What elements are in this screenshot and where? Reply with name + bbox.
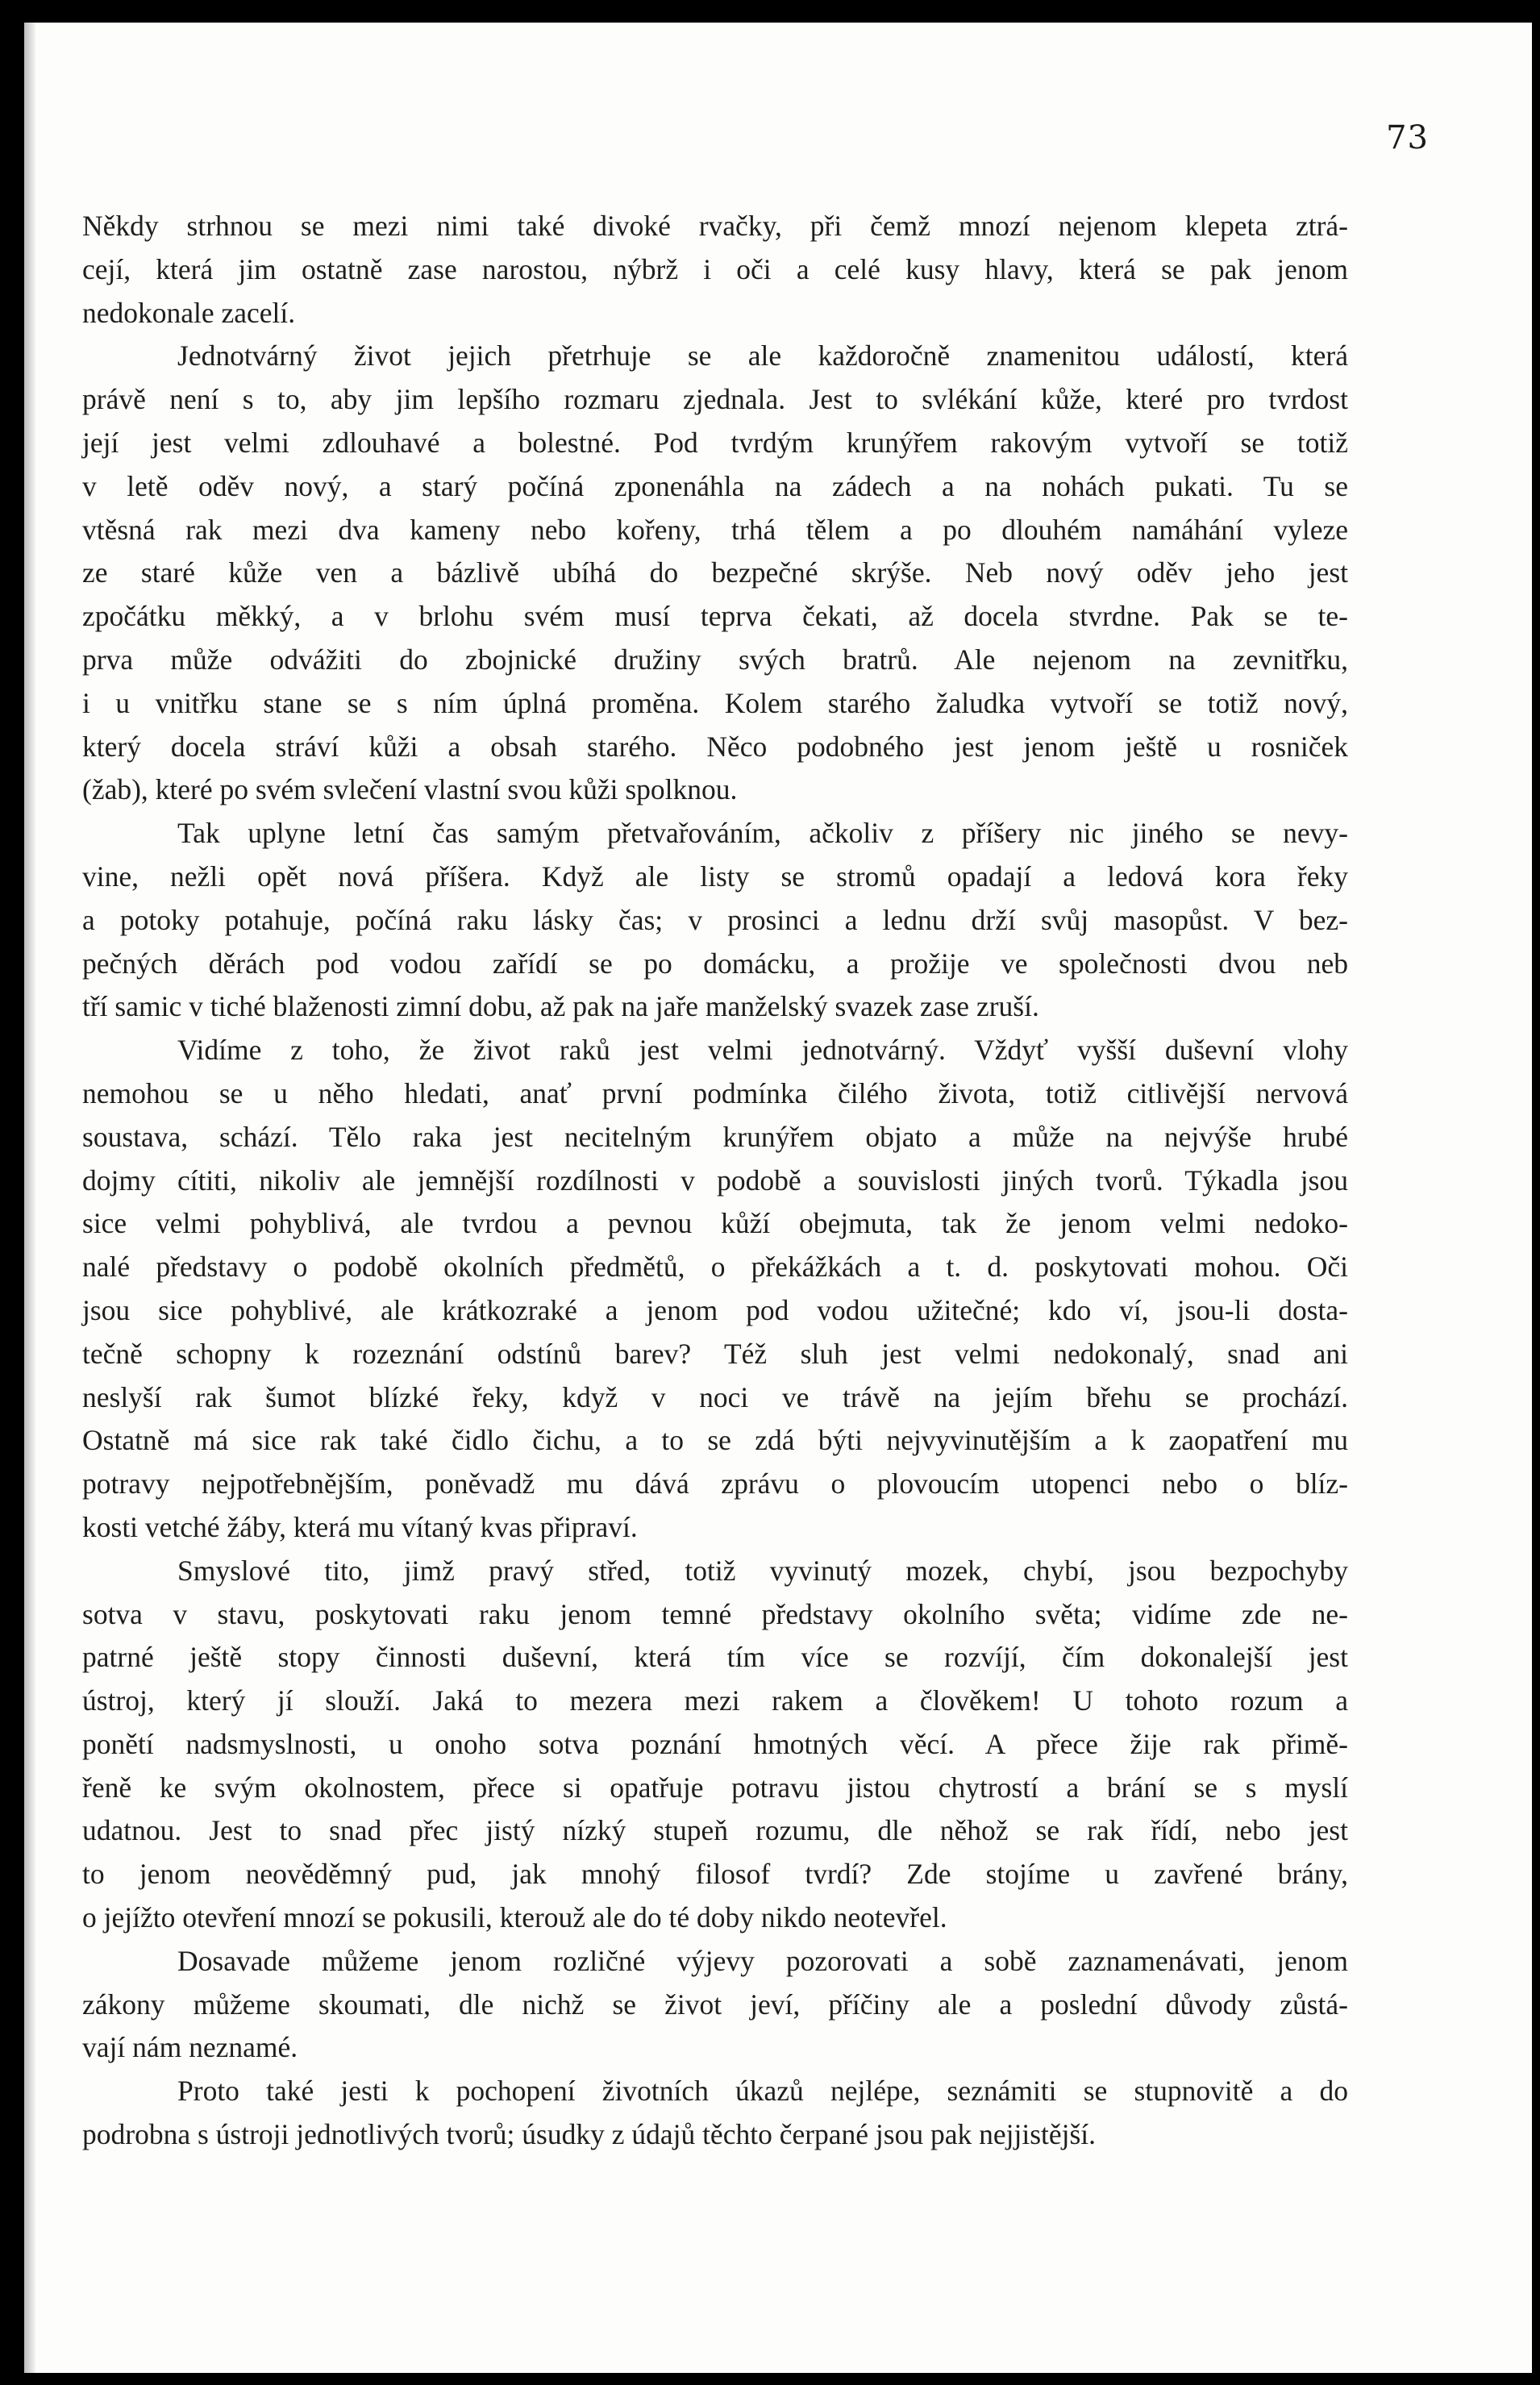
text-line: a potoky potahuje, počíná raku lásky čas; v prosinci a lednu drží svůj masopůst. V bez- bbox=[82, 903, 1348, 936]
text-line: dojmy cítiti, nikoliv ale jemnější rozdílnosti v podobě a souvislosti jiných tvorů. Týkadla jsou bbox=[82, 1163, 1348, 1197]
text-line: vají nám neznamé. bbox=[82, 2031, 298, 2064]
text-line: řeně ke svým okolnostem, přece si opatřuje potravu jistou chytrostí a brání se s myslí bbox=[82, 1771, 1348, 1804]
text-line: sotva v stavu, poskytovati raku jenom temné představy okolního světa; vidíme zde ne- bbox=[82, 1597, 1348, 1630]
text-line: její jest velmi zdlouhavé a bolestné. Pod tvrdým krunýřem rakovým vytvoří se totiž bbox=[82, 426, 1348, 459]
text-line: Vidíme z toho, že život raků jest velmi jednotvárný. Vždyť vyšší duševní vlohy bbox=[177, 1034, 1348, 1067]
text-line: udatnou. Jest to snad přec jistý nízký stupeň rozumu, dle něhož se rak řídí, nebo jest bbox=[82, 1814, 1348, 1847]
text-line: potravy nejpotřebnějším, poněvadž mu dává zprávu o plovoucím utopenci nebo o blíz- bbox=[82, 1467, 1348, 1501]
text-line: Smyslové tito, jimž pravý střed, totiž vyvinutý mozek, chybí, jsou bezpochyby bbox=[177, 1554, 1348, 1587]
text-line: vine, nežli opět nová příšera. Když ale listy se stromů opadají a ledová kora řeky bbox=[82, 860, 1348, 893]
text-line: ústroj, který jí slouží. Jaká to mezera mezi rakem a člověkem! U tohoto rozum a bbox=[82, 1684, 1348, 1717]
text-line: neslyší rak šumot blízké řeky, když v noci ve trávě na jejím břehu se prochází. bbox=[82, 1380, 1348, 1413]
text-line: Proto také jesti k pochopení životních úkazů nejlépe, seznámiti se stupnovitě a do bbox=[177, 2075, 1348, 2108]
text-line: nemohou se u něho hledati, anať první podmínka čilého života, totiž citlivější nervová bbox=[82, 1076, 1348, 1109]
text-line: Ostatně má sice rak také čidlo čichu, a to se zdá býti nejvyvinutějším a k zaopatření mu bbox=[82, 1424, 1348, 1457]
text-line: patrné ještě stopy činnosti duševní, která tím více se rozvíjí, čím dokonalejší jest bbox=[82, 1641, 1348, 1674]
text-line: o jejížto otevření mnozí se pokusili, kterouž ale do té doby nikdo neotevřel. bbox=[82, 1901, 947, 1934]
book-page bbox=[24, 23, 1532, 2373]
binding-edge bbox=[24, 23, 35, 2373]
body-text bbox=[82, 205, 1348, 2157]
text-line: kosti vetché žáby, která mu vítaný kvas připraví. bbox=[82, 1510, 638, 1543]
text-line: ze staré kůže ven a bázlivě ubíhá do bezpečné skrýše. Neb nový oděv jeho jest bbox=[82, 556, 1348, 589]
text-line: cejí, která jim ostatně zase narostou, nýbrž i oči a celé kusy hlavy, která se pak jenom bbox=[82, 252, 1348, 285]
text-line: zákony můžeme skoumati, dle nichž se život jeví, příčiny ale a poslední důvody zůstá- bbox=[82, 1988, 1348, 2021]
text-line: nalé představy o podobě okolních předmětů, o překážkách a t. d. poskytovati mohou. Oči bbox=[82, 1251, 1348, 1284]
text-line: jsou sice pohyblivé, ale krátkozraké a jenom pod vodou užitečné; kdo ví, jsou-li dosta- bbox=[82, 1293, 1348, 1326]
text-line: tří samic v tiché blaženosti zimní dobu, až pak na jaře manželský svazek zase zruší. bbox=[82, 990, 1039, 1023]
text-line: soustava, schází. Tělo raka jest necitelným krunýřem objato a může na nejvýše hrubé bbox=[82, 1120, 1348, 1153]
text-line: tečně schopny k rozeznání odstínů barev? Též sluh jest velmi nedokonalý, snad ani bbox=[82, 1337, 1348, 1370]
text-line: sice velmi pohyblivá, ale tvrdou a pevnou kůží obejmuta, tak že jenom velmi nedoko- bbox=[82, 1207, 1348, 1240]
text-line: to jenom neověděmný pud, jak mnohý filosof tvrdí? Zde stojíme u zavřené brány, bbox=[82, 1858, 1348, 1891]
text-line: zpočátku měkký, a v brlohu svém musí teprva čekati, až docela stvrdne. Pak se te- bbox=[82, 600, 1348, 633]
page-number: 73 bbox=[1386, 119, 1429, 156]
text-line: nedokonale zacelí. bbox=[82, 296, 296, 329]
text-line: ponětí nadsmyslnosti, u onoho sotva poznání hmotných věcí. A přece žije rak přimě- bbox=[82, 1727, 1348, 1760]
text-line: který docela stráví kůži a obsah starého. Něco podobného jest jenom ještě u rosniček bbox=[82, 730, 1348, 763]
text-line: (žab), které po svém svlečení vlastní svou kůži spolknou. bbox=[82, 773, 738, 806]
text-line: podrobna s ústroji jednotlivých tvorů; úsudky z údajů těchto čerpané jsou pak nejjistější. bbox=[82, 2118, 1097, 2151]
text-line: i u vnitřku stane se s ním úplná proměna. Kolem starého žaludka vytvoří se totiž nový, bbox=[82, 686, 1348, 719]
text-line: Někdy strhnou se mezi nimi také divoké rvačky, při čemž mnozí nejenom klepeta ztrá- bbox=[82, 210, 1348, 242]
text-line: Dosavade můžeme jenom rozličné výjevy pozorovati a sobě zaznamenávati, jenom bbox=[177, 1944, 1348, 1977]
text-line: prva může odvážiti do zbojnické družiny svých bratrů. Ale nejenom na zevnitřku, bbox=[82, 643, 1348, 676]
text-line: vtěsná rak mezi dva kameny nebo kořeny, trhá tělem a po dlouhém namáhání vyleze bbox=[82, 513, 1348, 546]
text-line: Jednotvárný život jejich přetrhuje se ale každoročně znamenitou událostí, která bbox=[177, 339, 1348, 373]
text-line: v letě oděv nový, a starý počíná zponenáhla na zádech a na nohách pukati. Tu se bbox=[82, 469, 1348, 502]
text-line: Tak uplyne letní čas samým přetvařováním, ačkoliv z příšery nic jiného se nevy- bbox=[177, 817, 1348, 850]
text-line: pečných děrách pod vodou zařídí se po domácku, a prožije ve společnosti dvou neb bbox=[82, 947, 1348, 980]
text-line: právě není s to, aby jim lepšího rozmaru zjednala. Jest to svlékání kůže, které pro tvrdost bbox=[82, 383, 1348, 416]
